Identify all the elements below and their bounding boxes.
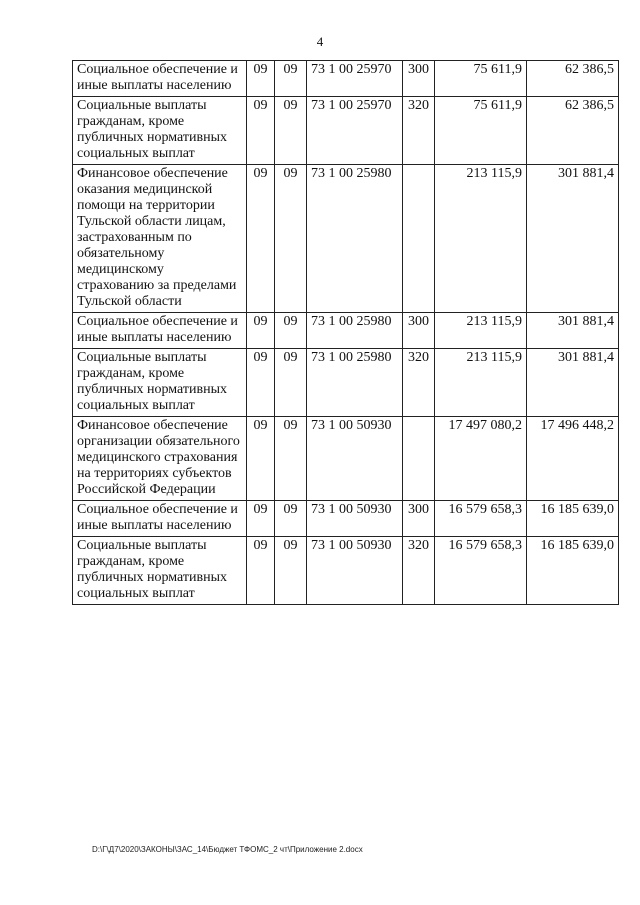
amount-year1-cell: 213 115,9: [435, 349, 527, 417]
row-name-cell: Социальные выплаты гражданам, кроме публичных нормативных социальных выплат: [73, 349, 247, 417]
row-name-cell: Социальное обеспечение и иные выплаты населению: [73, 313, 247, 349]
table-row: [73, 349, 619, 417]
amount-year1-cell: 17 497 080,2: [435, 417, 527, 501]
amount-year1-cell: 75 611,9: [435, 97, 527, 165]
table-row: [73, 417, 619, 501]
target-article-cell: 73 1 00 50930: [307, 501, 403, 537]
subsection-code-cell: 09: [275, 61, 307, 97]
budget-table: [72, 60, 619, 605]
expense-type-cell: [403, 417, 435, 501]
subsection-code-cell: 09: [275, 501, 307, 537]
target-article-cell: 73 1 00 25970: [307, 61, 403, 97]
row-name-cell: Социальные выплаты гражданам, кроме публичных нормативных социальных выплат: [73, 97, 247, 165]
document-path-footer: D:\Г\Д7\2020\ЗАКОНЫ\ЗАС_14\Бюджет ТФОМС_2 чт\Приложение 2.docx: [92, 845, 363, 854]
subsection-code-cell: 09: [275, 165, 307, 313]
expense-type-cell: 320: [403, 537, 435, 605]
section-code-cell: 09: [247, 501, 275, 537]
amount-year2-cell: 62 386,5: [527, 61, 619, 97]
subsection-code-cell: 09: [275, 313, 307, 349]
amount-year1-cell: 213 115,9: [435, 165, 527, 313]
amount-year2-cell: 301 881,4: [527, 349, 619, 417]
row-name-cell: Финансовое обеспечение организации обязательного медицинского страхования на территориях субъектов Российской Федерации: [73, 417, 247, 501]
amount-year2-cell: 16 185 639,0: [527, 501, 619, 537]
row-name-cell: Финансовое обеспечение оказания медицинской помощи на территории Тульской области лицам, застрахованным по обязательному медицинскому страхованию за пределами Тульской области: [73, 165, 247, 313]
amount-year2-cell: 16 185 639,0: [527, 537, 619, 605]
row-name-cell: Социальное обеспечение и иные выплаты населению: [73, 61, 247, 97]
section-code-cell: 09: [247, 165, 275, 313]
expense-type-cell: 320: [403, 349, 435, 417]
target-article-cell: 73 1 00 25980: [307, 313, 403, 349]
subsection-code-cell: 09: [275, 417, 307, 501]
section-code-cell: 09: [247, 97, 275, 165]
target-article-cell: 73 1 00 25980: [307, 349, 403, 417]
amount-year2-cell: 17 496 448,2: [527, 417, 619, 501]
expense-type-cell: 300: [403, 61, 435, 97]
section-code-cell: 09: [247, 349, 275, 417]
row-name-cell: Социальные выплаты гражданам, кроме публичных нормативных социальных выплат: [73, 537, 247, 605]
expense-type-cell: 300: [403, 501, 435, 537]
row-name-cell: Социальное обеспечение и иные выплаты населению: [73, 501, 247, 537]
amount-year1-cell: 16 579 658,3: [435, 537, 527, 605]
table-row: [73, 537, 619, 605]
amount-year1-cell: 213 115,9: [435, 313, 527, 349]
table-row: [73, 313, 619, 349]
target-article-cell: 73 1 00 25980: [307, 165, 403, 313]
amount-year1-cell: 16 579 658,3: [435, 501, 527, 537]
amount-year2-cell: 301 881,4: [527, 313, 619, 349]
page-number: 4: [316, 34, 324, 49]
table-row: [73, 501, 619, 537]
subsection-code-cell: 09: [275, 97, 307, 165]
amount-year2-cell: 62 386,5: [527, 97, 619, 165]
expense-type-cell: [403, 165, 435, 313]
section-code-cell: 09: [247, 417, 275, 501]
subsection-code-cell: 09: [275, 537, 307, 605]
table-row: [73, 61, 619, 97]
expense-type-cell: 300: [403, 313, 435, 349]
target-article-cell: 73 1 00 50930: [307, 417, 403, 501]
amount-year2-cell: 301 881,4: [527, 165, 619, 313]
section-code-cell: 09: [247, 313, 275, 349]
section-code-cell: 09: [247, 537, 275, 605]
target-article-cell: 73 1 00 25970: [307, 97, 403, 165]
amount-year1-cell: 75 611,9: [435, 61, 527, 97]
table-row: [73, 165, 619, 313]
section-code-cell: 09: [247, 61, 275, 97]
target-article-cell: 73 1 00 50930: [307, 537, 403, 605]
expense-type-cell: 320: [403, 97, 435, 165]
table-row: [73, 97, 619, 165]
subsection-code-cell: 09: [275, 349, 307, 417]
